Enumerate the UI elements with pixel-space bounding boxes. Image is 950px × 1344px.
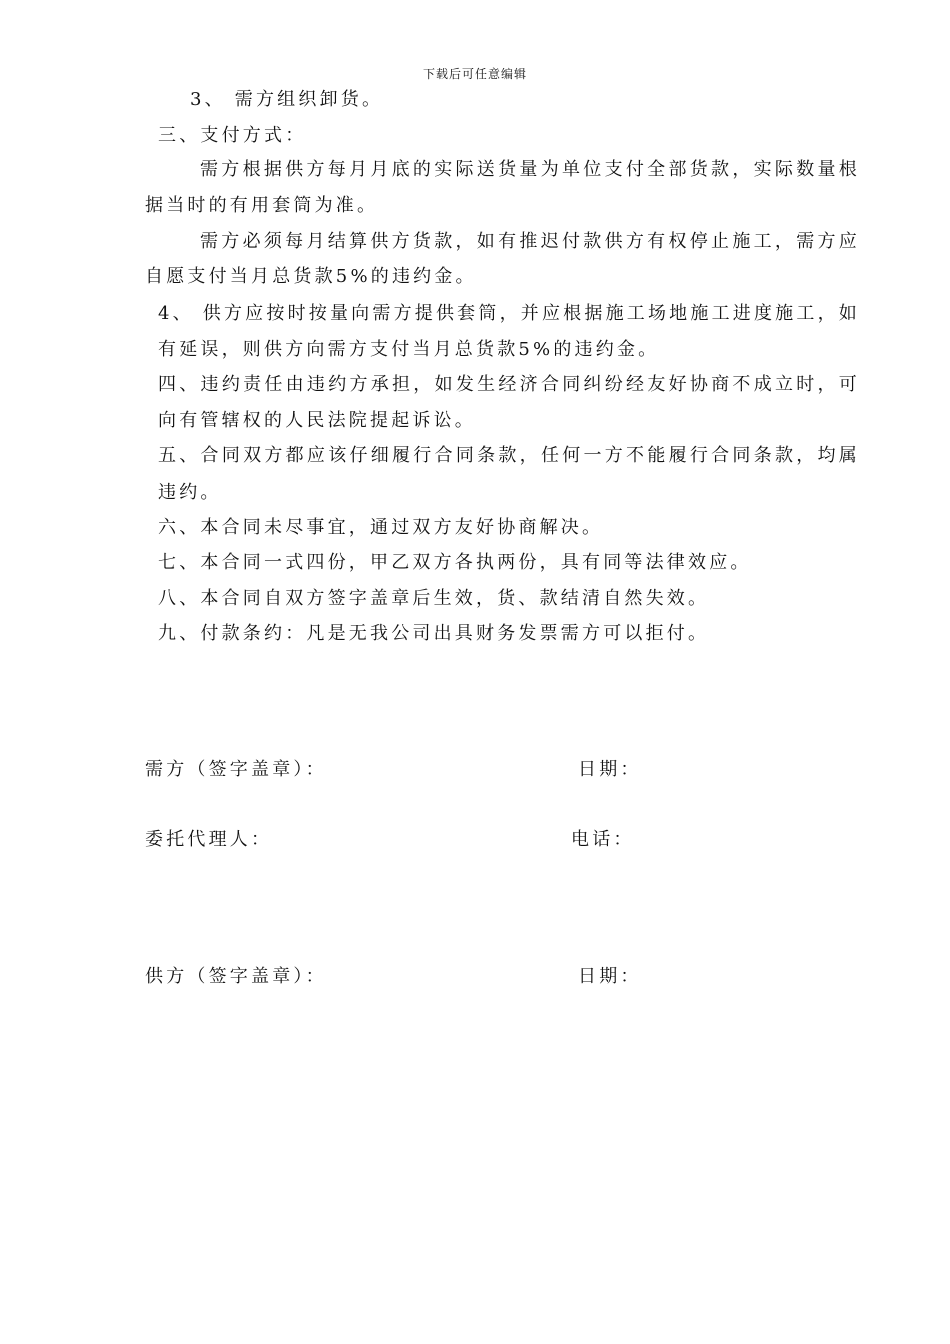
supplier-date-label: 日期： [578,966,642,987]
section-8: 八、本合同自双方签字盖章后生效，货、款结清自然失效。 [158,588,710,609]
payment-paragraph-2-line-1: 需方必须每月结算供方货款，如有推迟付款供方有权停止施工，需方应 [200,231,860,252]
section-7: 七、本合同一式四份，甲乙双方各执两份，具有同等法律效应。 [158,552,752,573]
section-4-line-1: 四、违约责任由违约方承担，如发生经济合同纠纷经友好协商不成立时，可 [158,374,860,395]
clause-4-line-2: 有延误，则供方向需方支付当月总货款5%的违约金。 [158,339,660,360]
agent-label: 委托代理人： [145,829,273,850]
buyer-signature-label: 需方（签字盖章）： [145,759,327,780]
section-4-line-2: 向有管辖权的人民法院提起诉讼。 [158,410,476,431]
clause-3-unloading: 3、 需方组织卸货。 [190,89,384,110]
section-3-payment-heading: 三、支付方式： [158,125,307,146]
clause-4-line-1: 4、 供方应按时按量向需方提供套筒，并应根据施工场地施工进度施工，如 [158,303,860,324]
payment-paragraph-2-line-2: 自愿支付当月总货款5%的违约金。 [145,266,477,287]
page-header-note: 下载后可任意编辑 [422,67,527,81]
section-6: 六、本合同未尽事宜，通过双方友好协商解决。 [158,517,604,538]
section-9: 九、付款条约：凡是无我公司出具财务发票需方可以拒付。 [158,623,710,644]
buyer-date-label: 日期： [578,759,642,780]
payment-paragraph-1-line-2: 据当时的有用套筒为准。 [145,195,379,216]
section-5-line-2: 违约。 [158,482,222,503]
section-5-line-1: 五、合同双方都应该仔细履行合同条款，任何一方不能履行合同条款，均属 [158,445,860,466]
supplier-signature-label: 供方（签字盖章）： [145,966,327,987]
phone-label: 电话： [571,829,635,850]
payment-paragraph-1-line-1: 需方根据供方每月月底的实际送货量为单位支付全部货款，实际数量根 [200,159,860,180]
